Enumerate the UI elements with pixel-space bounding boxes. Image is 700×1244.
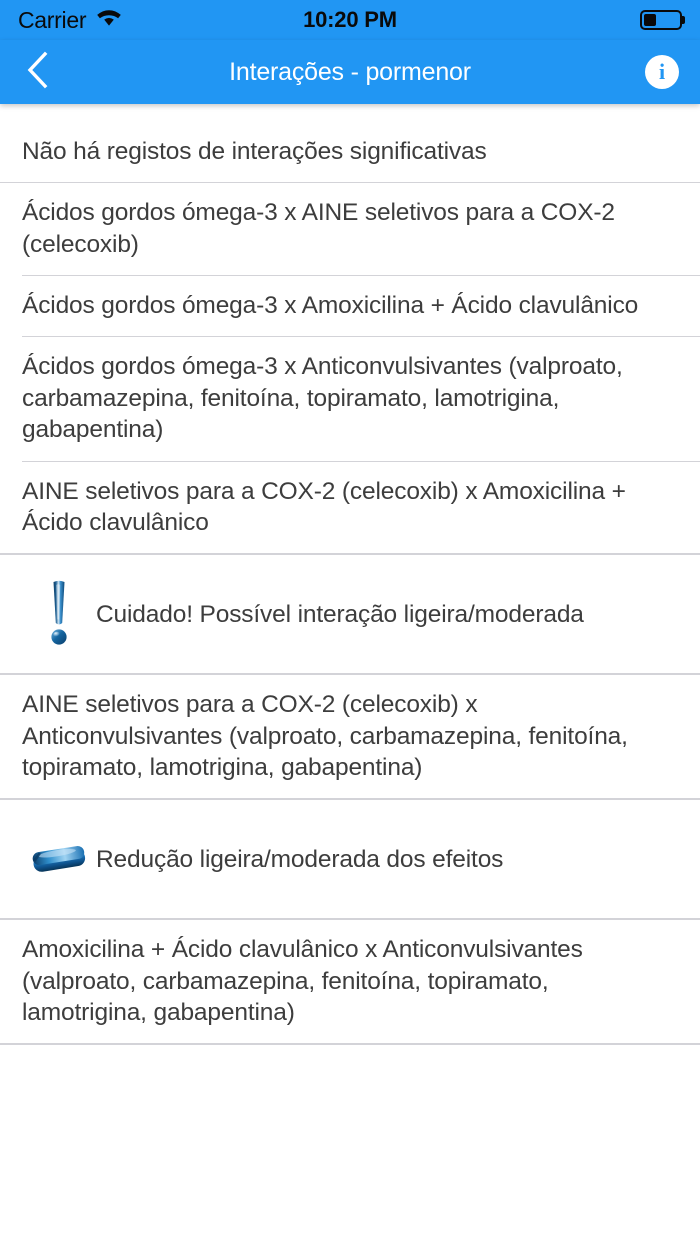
legend-label: Cuidado! Possível interação ligeira/moderada [96,600,584,628]
list-item-label: Ácidos gordos ómega-3 x AINE seletivos para a COX-2 (celecoxib) [22,199,615,258]
list-item[interactable] [0,183,700,275]
battery-nub [682,16,685,24]
legend-label: Redução ligeira/moderada dos efeitos [96,845,504,873]
interactions-list [0,104,700,1045]
list-item[interactable] [0,276,700,336]
carrier-label: Carrier [18,6,87,33]
legend-row-reduction [0,800,700,918]
info-circle-icon [645,55,679,89]
list-item-label: Não há registos de interações significativas [22,138,487,165]
list-item[interactable] [0,462,700,554]
list-item-label: Amoxicilina + Ácido clavulânico x Anticonvulsivantes (valproato, carbamazepina, fenitoína, topiramato, lamotrigina, gabapentina) [22,936,583,1027]
list-item-label: Ácidos gordos ómega-3 x Anticonvulsivantes (valproato, carbamazepina, fenitoína, topiramato, lamotrigina, gabapentina) [22,353,623,444]
legend-row-caution [0,555,700,673]
info-letter: i [658,59,666,84]
status-bar [0,0,700,40]
nav-bar [0,40,700,104]
info-button[interactable] [624,40,700,104]
wifi-icon [96,8,122,32]
battery-icon [640,10,682,30]
section-separator [0,1043,700,1045]
battery-fill [644,14,656,26]
status-bar-left [18,8,122,32]
status-bar-time: 10:20 PM [303,7,397,32]
list-item[interactable] [0,337,700,460]
list-item-label: AINE seletivos para a COX-2 (celecoxib) x Anticonvulsivantes (valproato, carbamazepina, fenitoína, topiramato, lamotrigina, gabapentina) [22,691,628,781]
back-button[interactable] [0,40,76,104]
list-item-label: Ácidos gordos ómega-3 x Amoxicilina + Ácido clavulânico [22,292,639,320]
list-item-label: AINE seletivos para a COX-2 (celecoxib) x Amoxicilina + Ácido clavulânico [22,477,626,536]
list-item[interactable] [0,122,700,182]
page-title: Interações - pormenor [229,57,471,86]
pill-capsule-icon [22,842,96,876]
section-caution [0,555,700,800]
section-no-significant [0,122,700,555]
exclamation-mark-icon [22,579,96,649]
status-bar-right [640,10,682,30]
chevron-left-icon [25,50,51,95]
list-item[interactable] [0,920,700,1043]
list-item[interactable] [0,675,700,798]
section-reduction [0,800,700,1045]
